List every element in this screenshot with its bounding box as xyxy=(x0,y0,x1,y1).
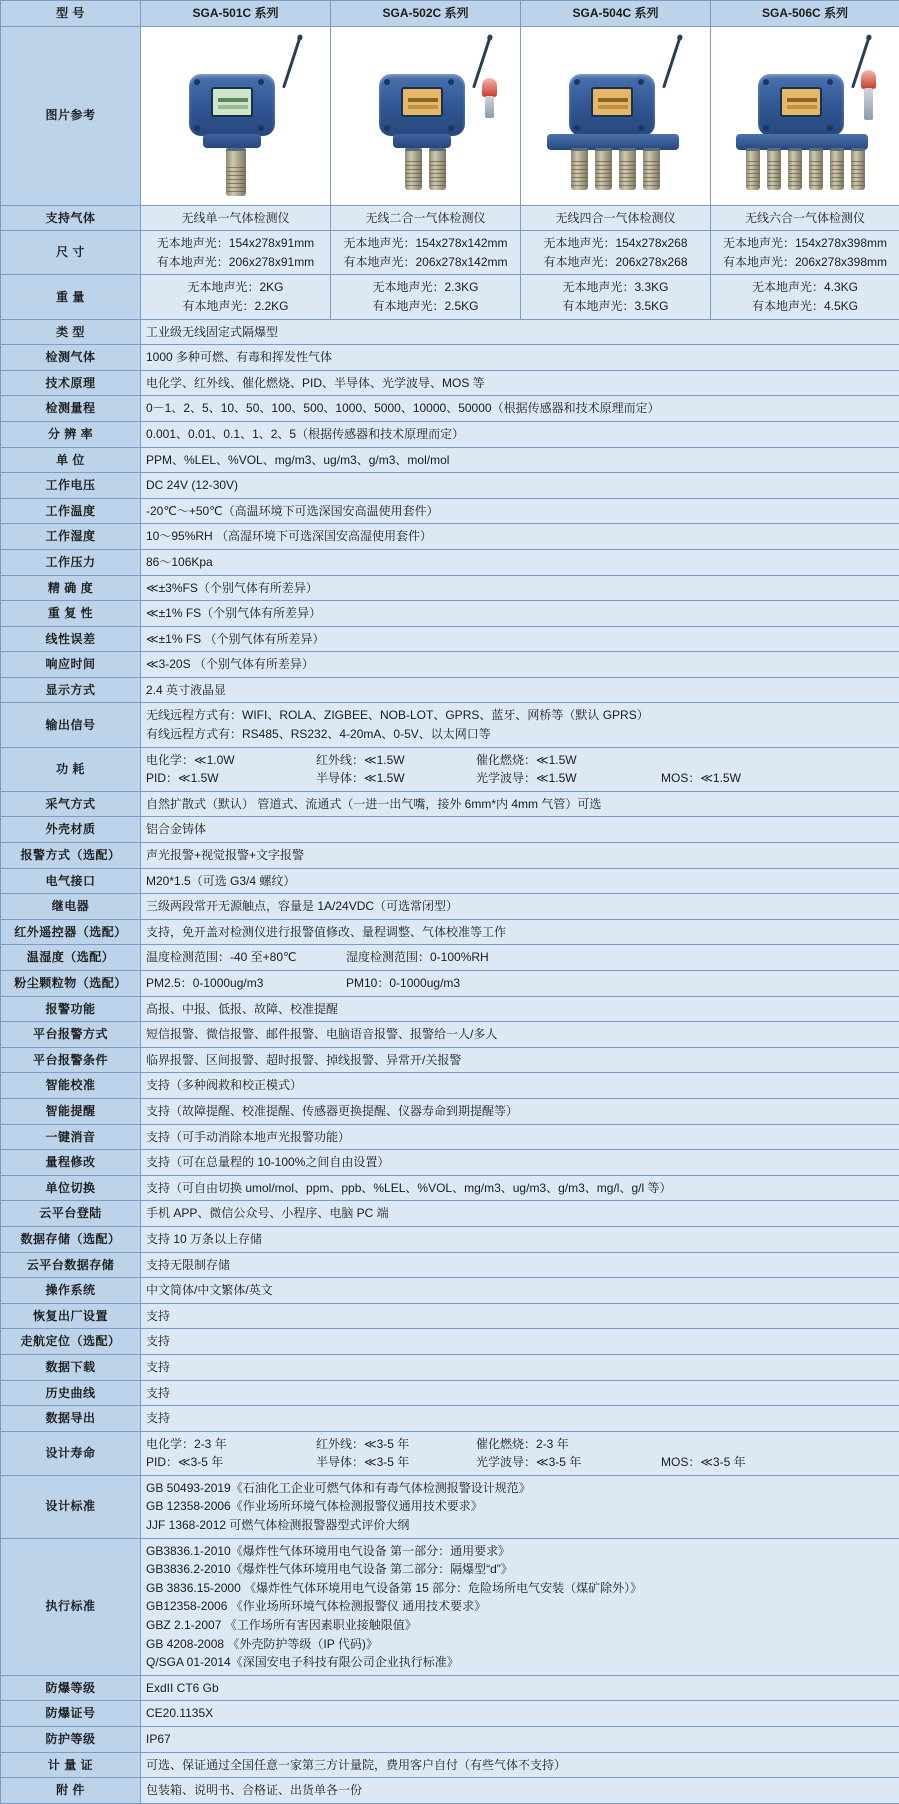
table-row-temperature xyxy=(1,498,899,524)
row-label-detect-gas: 检测气体 xyxy=(1,345,141,371)
table-row-display xyxy=(1,677,899,703)
table-row-pressure xyxy=(1,549,899,575)
row-value-display: 2.4 英寸液晶显 xyxy=(141,677,899,703)
row-value-metrology-cert: 可选、保证通过全国任意一家第三方计量院，费用客户自付（有些气体不支持） xyxy=(141,1752,899,1778)
table-row-model xyxy=(1,1,899,27)
life-electrochemical: 电化学：2-3 年 xyxy=(146,1435,316,1454)
size-4 xyxy=(711,231,899,275)
table-row-factory-reset xyxy=(1,1303,899,1329)
product-photo-1 xyxy=(141,26,331,205)
row-label-ex-cert-no: 防爆证号 xyxy=(1,1701,141,1727)
device-body xyxy=(379,74,465,136)
size-no-alarm: 无本地声光：154x278x142mm xyxy=(336,234,515,253)
row-value-response-time: ≪3-20S （个别气体有所差异） xyxy=(141,652,899,678)
table-row-alarm-mode xyxy=(1,843,899,869)
row-value-sampling: 自然扩散式（默认） 管道式、流通式（一进一出气嘴，接外 6mm*内 4mm 气管）可选 xyxy=(141,791,899,817)
row-value-factory-reset: 支持 xyxy=(141,1303,899,1329)
row-label-resolution: 分 辨 率 xyxy=(1,421,141,447)
table-row-unit-switch xyxy=(1,1175,899,1201)
power-infrared: 红外线：≪1.5W xyxy=(316,751,476,770)
table-row-range xyxy=(1,396,899,422)
row-value-history-curve: 支持 xyxy=(141,1380,899,1406)
weight-no-alarm: 无本地声光：3.3KG xyxy=(526,278,705,297)
execution-standard-line: Q/SGA 01-2014《深国安电子科技有限公司企业执行标准》 xyxy=(146,1653,894,1672)
row-value-housing: 铝合金铸体 xyxy=(141,817,899,843)
row-label-unit-switch: 单位切换 xyxy=(1,1175,141,1201)
row-value-data-download: 支持 xyxy=(141,1354,899,1380)
table-row-platform-alarm-mode xyxy=(1,1022,899,1048)
table-row-electrical-interface xyxy=(1,868,899,894)
row-label-dust-option: 粉尘颗粒物（选配） xyxy=(1,971,141,997)
life-infrared: 红外线：≪3-5 年 xyxy=(316,1435,476,1454)
row-label-ip-rating: 防护等级 xyxy=(1,1727,141,1753)
row-label-alarm-mode: 报警方式（选配） xyxy=(1,843,141,869)
row-label-temp-humidity-option: 温湿度（选配） xyxy=(1,945,141,971)
row-label-power: 功 耗 xyxy=(1,747,141,791)
row-value-alarm-mode: 声光报警+视觉报警+文字报警 xyxy=(141,843,899,869)
size-with-alarm: 有本地声光：206x278x398mm xyxy=(716,253,894,272)
table-row-smart-calibration xyxy=(1,1073,899,1099)
row-label-alarm-function: 报警功能 xyxy=(1,996,141,1022)
row-label-execution-standard: 执行标准 xyxy=(1,1538,141,1675)
alarm-strobe-icon xyxy=(861,70,876,120)
table-row-housing xyxy=(1,817,899,843)
table-row-one-key-mute xyxy=(1,1124,899,1150)
size-no-alarm: 无本地声光：154x278x268 xyxy=(526,234,705,253)
row-label-output-signal: 输出信号 xyxy=(1,703,141,747)
row-label-photo: 图片参考 xyxy=(1,26,141,205)
table-row-range-modify xyxy=(1,1150,899,1176)
row-label-temperature: 工作温度 xyxy=(1,498,141,524)
row-label-type: 类 型 xyxy=(1,319,141,345)
row-label-cloud-storage: 云平台数据存储 xyxy=(1,1252,141,1278)
execution-standard-line: GB 4208-2008 《外壳防护等级（IP 代码)》 xyxy=(146,1635,894,1654)
row-label-factory-reset: 恢复出厂设置 xyxy=(1,1303,141,1329)
row-value-unit: PPM、%LEL、%VOL、mg/m3、ug/m3、g/m3、mol/mol xyxy=(141,447,899,473)
temp-range: 温度检测范围：-40 至+80℃ xyxy=(146,948,346,967)
table-row-technology xyxy=(1,370,899,396)
row-value-dust-option xyxy=(141,971,899,997)
device-display xyxy=(211,87,253,117)
table-row-ir-remote xyxy=(1,919,899,945)
table-row-ex-rating xyxy=(1,1675,899,1701)
row-value-detect-gas: 1000 多种可燃、有毒和挥发性气体 xyxy=(141,345,899,371)
sensor-probe xyxy=(746,148,760,190)
row-label-data-export: 数据导出 xyxy=(1,1406,141,1432)
row-label-data-storage: 数据存储（选配） xyxy=(1,1226,141,1252)
row-value-relay: 三级两段常开无源触点，容量是 1A/24VDC（可选常闭型） xyxy=(141,894,899,920)
row-value-data-storage: 支持 10 万条以上存储 xyxy=(141,1226,899,1252)
product-photo-4 xyxy=(711,26,899,205)
table-row-ip-rating xyxy=(1,1727,899,1753)
row-value-cloud-login: 手机 APP、微信公众号、小程序、电脑 PC 端 xyxy=(141,1201,899,1227)
supported-gas-4: 无线六合一气体检测仪 xyxy=(711,205,899,231)
weight-3 xyxy=(521,275,711,319)
table-row-size xyxy=(1,231,899,275)
device-neck xyxy=(393,134,451,148)
table-row-metrology-cert xyxy=(1,1752,899,1778)
output-wireless: 无线远程方式有：WIFI、ROLA、ZIGBEE、NOB-LOT、GPRS、蓝牙、网桥等（默认 GPRS） xyxy=(146,706,894,725)
sensor-probe xyxy=(429,148,446,190)
row-value-ip-rating: IP67 xyxy=(141,1727,899,1753)
model-header-4: SGA-506C 系列 xyxy=(711,1,899,27)
table-row-linearity xyxy=(1,626,899,652)
design-standard-line: GB 50493-2019《石油化工企业可燃气体和有毒气体检测报警设计规范》 xyxy=(146,1479,894,1498)
sensor-probe xyxy=(788,148,802,190)
table-row-dust-option xyxy=(1,971,899,997)
power-pid: PID：≪1.5W xyxy=(146,769,316,788)
execution-standard-line: GB3836.2-2010《爆炸性气体环境用电气设备 第二部分：隔爆型“d”》 xyxy=(146,1560,894,1579)
execution-standard-line: GB 3836.15-2000 《爆炸性气体环境用电气设备第 15 部分：危险场所电气安装（煤矿除外）》 xyxy=(146,1579,894,1598)
sensor-probes xyxy=(351,148,501,190)
row-label-smart-calibration: 智能校准 xyxy=(1,1073,141,1099)
product-photo-2 xyxy=(331,26,521,205)
row-value-voltage: DC 24V (12-30V) xyxy=(141,473,899,499)
row-label-unit: 单 位 xyxy=(1,447,141,473)
size-3 xyxy=(521,231,711,275)
table-row-cloud-login xyxy=(1,1201,899,1227)
weight-with-alarm: 有本地声光：3.5KG xyxy=(526,297,705,316)
row-label-platform-alarm-condition: 平台报警条件 xyxy=(1,1047,141,1073)
row-value-type: 工业级无线固定式隔爆型 xyxy=(141,319,899,345)
row-label-accuracy: 精 确 度 xyxy=(1,575,141,601)
table-row-platform-alarm-condition xyxy=(1,1047,899,1073)
table-row-photos xyxy=(1,26,899,205)
row-label-accessories: 附 件 xyxy=(1,1778,141,1804)
row-value-data-export: 支持 xyxy=(141,1406,899,1432)
antenna-icon xyxy=(282,38,301,88)
weight-with-alarm: 有本地声光：4.5KG xyxy=(716,297,894,316)
weight-no-alarm: 无本地声光：2.3KG xyxy=(336,278,515,297)
model-header-1: SGA-501C 系列 xyxy=(141,1,331,27)
sensor-probe xyxy=(571,148,588,190)
device-body xyxy=(569,74,655,136)
row-value-ir-remote: 支持，免开盖对检测仪进行报警值修改、量程调整、气体校准等工作 xyxy=(141,919,899,945)
row-value-output-signal xyxy=(141,703,899,747)
row-label-humidity: 工作湿度 xyxy=(1,524,141,550)
table-row-response-time xyxy=(1,652,899,678)
table-row-supported-gas xyxy=(1,205,899,231)
table-row-unit xyxy=(1,447,899,473)
table-row-temp-humidity-option xyxy=(1,945,899,971)
row-label-relay: 继电器 xyxy=(1,894,141,920)
table-row-output-signal xyxy=(1,703,899,747)
power-catalytic: 催化燃烧：≪1.5W xyxy=(476,751,577,770)
execution-standard-line: GB12358-2006 《作业场所环境气体检测报警仪 通用技术要求》 xyxy=(146,1597,894,1616)
device-display xyxy=(591,87,633,117)
row-label-model: 型 号 xyxy=(1,1,141,27)
table-row-accuracy xyxy=(1,575,899,601)
life-catalytic: 催化燃烧：2-3 年 xyxy=(476,1435,569,1454)
life-semiconductor: 半导体：≪3-5 年 xyxy=(316,1453,476,1472)
row-label-range: 检测量程 xyxy=(1,396,141,422)
table-row-data-download xyxy=(1,1354,899,1380)
antenna-icon xyxy=(662,38,681,88)
power-optical: 光学波导：≪1.5W xyxy=(476,769,661,788)
row-value-platform-alarm-mode: 短信报警、微信报警、邮件报警、电脑语音报警、报警给一人/多人 xyxy=(141,1022,899,1048)
device-neck xyxy=(203,134,261,148)
weight-4 xyxy=(711,275,899,319)
row-label-technology: 技术原理 xyxy=(1,370,141,396)
size-no-alarm: 无本地声光：154x278x91mm xyxy=(146,234,325,253)
design-standard-line: JJF 1368-2012 可燃气体检测报警器型式评价大纲 xyxy=(146,1516,894,1535)
table-row-cloud-storage xyxy=(1,1252,899,1278)
sensor-probe xyxy=(595,148,612,190)
model-header-2: SGA-502C 系列 xyxy=(331,1,521,27)
row-label-ex-rating: 防爆等级 xyxy=(1,1675,141,1701)
row-label-data-download: 数据下载 xyxy=(1,1354,141,1380)
power-electrochemical: 电化学：≪1.0W xyxy=(146,751,316,770)
sensor-probe xyxy=(851,148,865,190)
sensor-probe xyxy=(226,148,246,196)
row-value-temperature: -20℃～+50℃（高温环境下可选深国安高温使用套件） xyxy=(141,498,899,524)
sensor-probes xyxy=(541,148,691,190)
output-wired: 有线远程方式有：RS485、RS232、4-20mA、0-5V、以太网口等 xyxy=(146,725,894,744)
device-body xyxy=(758,74,844,136)
row-label-supported-gas: 支持气体 xyxy=(1,205,141,231)
row-value-ex-rating: ExdII CT6 Gb xyxy=(141,1675,899,1701)
row-label-history-curve: 历史曲线 xyxy=(1,1380,141,1406)
weight-with-alarm: 有本地声光：2.2KG xyxy=(146,297,325,316)
size-2 xyxy=(331,231,521,275)
life-pid: PID：≪3-5 年 xyxy=(146,1453,316,1472)
row-label-display: 显示方式 xyxy=(1,677,141,703)
design-standard-line: GB 12358-2006《作业场所环境气体检测报警仪通用技术要求》 xyxy=(146,1497,894,1516)
row-value-smart-reminder: 支持（故障提醒、校准提醒、传感器更换提醒、仪器寿命到期提醒等） xyxy=(141,1098,899,1124)
weight-no-alarm: 无本地声光：2KG xyxy=(146,278,325,297)
product-photo-3 xyxy=(521,26,711,205)
row-value-execution-standard xyxy=(141,1538,899,1675)
life-optical: 光学波导：≪3-5 年 xyxy=(476,1453,661,1472)
row-label-os: 操作系统 xyxy=(1,1278,141,1304)
supported-gas-2: 无线二合一气体检测仪 xyxy=(331,205,521,231)
size-no-alarm: 无本地声光：154x278x398mm xyxy=(716,234,894,253)
table-row-voltage xyxy=(1,473,899,499)
table-row-design-standard xyxy=(1,1475,899,1538)
row-label-housing: 外壳材质 xyxy=(1,817,141,843)
table-row-history-curve xyxy=(1,1380,899,1406)
table-row-navigation-option xyxy=(1,1329,899,1355)
weight-with-alarm: 有本地声光：2.5KG xyxy=(336,297,515,316)
row-label-design-life: 设计寿命 xyxy=(1,1431,141,1475)
row-value-temp-humidity-option xyxy=(141,945,899,971)
row-value-repeatability: ≪±1% FS（个别气体有所差异） xyxy=(141,601,899,627)
table-row-execution-standard xyxy=(1,1538,899,1675)
size-with-alarm: 有本地声光：206x278x91mm xyxy=(146,253,325,272)
row-value-cloud-storage: 支持无限制存储 xyxy=(141,1252,899,1278)
life-mos: MOS：≪3-5 年 xyxy=(661,1453,746,1472)
sensor-probe xyxy=(405,148,422,190)
size-1 xyxy=(141,231,331,275)
row-value-range: 0－1、2、5、10、50、100、500、1000、5000、10000、50000（根据传感器和技术原理而定） xyxy=(141,396,899,422)
row-value-linearity: ≪±1% FS （个别气体有所差异） xyxy=(141,626,899,652)
row-value-design-standard xyxy=(141,1475,899,1538)
row-value-range-modify: 支持（可在总量程的 10-100%之间自由设置） xyxy=(141,1150,899,1176)
size-with-alarm: 有本地声光：206x278x268 xyxy=(526,253,705,272)
pm10-range: PM10：0-1000ug/m3 xyxy=(346,974,460,993)
sensor-probes xyxy=(161,148,311,196)
row-label-ir-remote: 红外遥控器（选配） xyxy=(1,919,141,945)
table-row-relay xyxy=(1,894,899,920)
sensor-probe xyxy=(767,148,781,190)
row-label-platform-alarm-mode: 平台报警方式 xyxy=(1,1022,141,1048)
table-row-repeatability xyxy=(1,601,899,627)
power-mos: MOS：≪1.5W xyxy=(661,769,741,788)
table-row-humidity xyxy=(1,524,899,550)
pm25-range: PM2.5：0-1000ug/m3 xyxy=(146,974,346,993)
table-row-detect-gas xyxy=(1,345,899,371)
row-value-platform-alarm-condition: 临界报警、区间报警、超时报警、掉线报警、异常开/关报警 xyxy=(141,1047,899,1073)
table-row-data-export xyxy=(1,1406,899,1432)
table-row-os xyxy=(1,1278,899,1304)
table-row-smart-reminder xyxy=(1,1098,899,1124)
humidity-range: 湿度检测范围：0-100%RH xyxy=(346,948,489,967)
size-with-alarm: 有本地声光：206x278x142mm xyxy=(336,253,515,272)
row-value-os: 中文简体/中文繁体/英文 xyxy=(141,1278,899,1304)
row-value-accessories: 包装箱、说明书、合格证、出货单各一份 xyxy=(141,1778,899,1804)
table-row-sampling xyxy=(1,791,899,817)
row-label-size: 尺 寸 xyxy=(1,231,141,275)
device-display xyxy=(401,87,443,117)
supported-gas-1: 无线单一气体检测仪 xyxy=(141,205,331,231)
table-row-data-storage xyxy=(1,1226,899,1252)
model-header-3: SGA-504C 系列 xyxy=(521,1,711,27)
row-value-design-life xyxy=(141,1431,899,1475)
table-row-resolution xyxy=(1,421,899,447)
row-label-pressure: 工作压力 xyxy=(1,549,141,575)
table-row-weight xyxy=(1,275,899,319)
row-value-ex-cert-no: CE20.1135X xyxy=(141,1701,899,1727)
execution-standard-line: GB3836.1-2010《爆炸性气体环境用电气设备 第一部分：通用要求》 xyxy=(146,1542,894,1561)
row-value-resolution: 0.001、0.01、0.1、1、2、5（根据传感器和技术原理而定） xyxy=(141,421,899,447)
row-label-voltage: 工作电压 xyxy=(1,473,141,499)
row-value-navigation-option: 支持 xyxy=(141,1329,899,1355)
weight-2 xyxy=(331,275,521,319)
execution-standard-line: GBZ 2.1-2007 《工作场所有害因素职业接触限值》 xyxy=(146,1616,894,1635)
row-value-accuracy: ≪±3%FS（个别气体有所差异） xyxy=(141,575,899,601)
row-label-smart-reminder: 智能提醒 xyxy=(1,1098,141,1124)
device-body xyxy=(189,74,275,136)
row-value-smart-calibration: 支持（多种阀救和校正模式） xyxy=(141,1073,899,1099)
row-value-humidity: 10～95%RH （高湿环境下可选深国安高湿使用套件） xyxy=(141,524,899,550)
alarm-strobe-icon xyxy=(482,78,497,118)
row-label-one-key-mute: 一键消音 xyxy=(1,1124,141,1150)
row-value-electrical-interface: M20*1.5（可选 G3/4 螺纹） xyxy=(141,868,899,894)
row-label-response-time: 响应时间 xyxy=(1,652,141,678)
table-row-alarm-function xyxy=(1,996,899,1022)
sensor-probes xyxy=(730,148,880,190)
sensor-probe xyxy=(809,148,823,190)
row-label-navigation-option: 走航定位（选配） xyxy=(1,1329,141,1355)
row-value-pressure: 86～106Kpa xyxy=(141,549,899,575)
row-label-cloud-login: 云平台登陆 xyxy=(1,1201,141,1227)
sensor-probe xyxy=(643,148,660,190)
row-label-electrical-interface: 电气接口 xyxy=(1,868,141,894)
sensor-probe xyxy=(619,148,636,190)
table-row-design-life xyxy=(1,1431,899,1475)
row-value-power xyxy=(141,747,899,791)
table-row-power xyxy=(1,747,899,791)
device-display xyxy=(780,87,822,117)
row-value-technology: 电化学、红外线、催化燃烧、PID、半导体、光学波导、MOS 等 xyxy=(141,370,899,396)
row-label-design-standard: 设计标准 xyxy=(1,1475,141,1538)
row-value-one-key-mute: 支持（可手动消除本地声光报警功能） xyxy=(141,1124,899,1150)
power-semiconductor: 半导体：≪1.5W xyxy=(316,769,476,788)
row-value-alarm-function: 高报、中报、低报、故障、校准提醒 xyxy=(141,996,899,1022)
row-label-linearity: 线性误差 xyxy=(1,626,141,652)
table-row-accessories xyxy=(1,1778,899,1804)
row-label-metrology-cert: 计 量 证 xyxy=(1,1752,141,1778)
row-label-range-modify: 量程修改 xyxy=(1,1150,141,1176)
row-label-weight: 重 量 xyxy=(1,275,141,319)
row-label-sampling: 采气方式 xyxy=(1,791,141,817)
row-value-unit-switch: 支持（可自由切换 umol/mol、ppm、ppb、%LEL、%VOL、mg/m3、ug/m3、g/m3、mg/l、g/l 等） xyxy=(141,1175,899,1201)
table-row-ex-cert-no xyxy=(1,1701,899,1727)
supported-gas-3: 无线四合一气体检测仪 xyxy=(521,205,711,231)
weight-1 xyxy=(141,275,331,319)
row-label-repeatability: 重 复 性 xyxy=(1,601,141,627)
weight-no-alarm: 无本地声光：4.3KG xyxy=(716,278,894,297)
sensor-probe xyxy=(830,148,844,190)
table-row-type xyxy=(1,319,899,345)
